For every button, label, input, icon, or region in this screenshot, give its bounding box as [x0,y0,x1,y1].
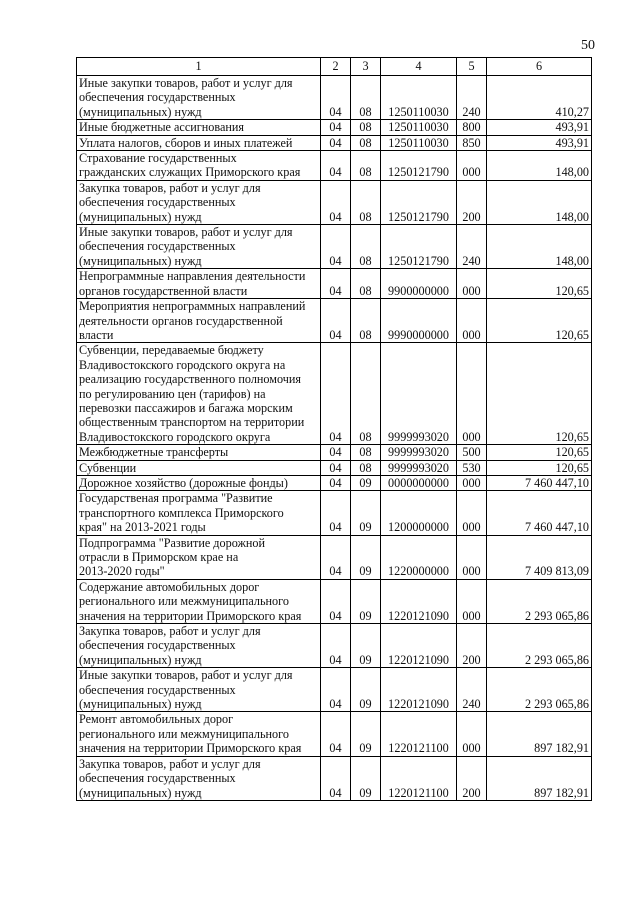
target-code-cell: 9999993020 [381,343,457,445]
amount-cell: 2 293 065,86 [487,579,592,623]
subsection-code-cell: 08 [351,445,381,460]
target-code-cell: 1220121090 [381,579,457,623]
section-code-cell: 04 [321,225,351,269]
expense-type-cell: 530 [457,460,487,475]
table-body [77,76,592,801]
item-name-cell: Содержание автомобильных дорог регионального или межмуниципального значения на территории Приморского края [77,579,321,623]
subsection-code-cell: 09 [351,624,381,668]
column-header: 5 [457,58,487,76]
table-row [77,624,592,668]
expense-type-cell: 000 [457,712,487,756]
target-code-cell: 9990000000 [381,299,457,343]
section-code-cell: 04 [321,343,351,445]
table-row [77,180,592,224]
item-name-cell: Дорожное хозяйство (дорожные фонды) [77,475,321,490]
table-row [77,535,592,579]
subsection-code-cell: 09 [351,475,381,490]
target-code-cell: 0000000000 [381,475,457,490]
table-row [77,225,592,269]
target-code-cell: 9900000000 [381,269,457,299]
amount-cell: 2 293 065,86 [487,668,592,712]
expense-type-cell: 200 [457,180,487,224]
expense-type-cell: 000 [457,151,487,181]
item-name-cell: Субвенции, передаваемые бюджету Владивостокского городского округа на реализацию государственного полномочия по регулированию цен (тарифов) на перевозки пассажиров и багажа морским общественным транспортом на территории Владивостокского городского округа [77,343,321,445]
page-number: 50 [581,38,595,53]
item-name-cell: Государственая программа "Развитие транспортного комплекса Приморского края" на 2013-2021 годы [77,491,321,535]
section-code-cell: 04 [321,445,351,460]
item-name-cell: Ремонт автомобильных дорог регионального или межмуниципального значения на территории Приморского края [77,712,321,756]
subsection-code-cell: 08 [351,299,381,343]
item-name-cell: Иные закупки товаров, работ и услуг для обеспечения государственных (муниципальных) нужд [77,668,321,712]
expense-type-cell: 240 [457,668,487,712]
table-row [77,460,592,475]
amount-cell: 2 293 065,86 [487,624,592,668]
amount-cell: 493,91 [487,120,592,135]
target-code-cell: 1250110030 [381,76,457,120]
section-code-cell: 04 [321,491,351,535]
item-name-cell: Страхование государственных гражданских служащих Приморского края [77,151,321,181]
subsection-code-cell: 08 [351,76,381,120]
expense-type-cell: 200 [457,624,487,668]
column-header: 1 [77,58,321,76]
item-name-cell: Подпрограмма "Развитие дорожной отрасли в Приморском крае на 2013-2020 годы" [77,535,321,579]
table-row [77,668,592,712]
section-code-cell: 04 [321,269,351,299]
subsection-code-cell: 09 [351,491,381,535]
amount-cell: 120,65 [487,343,592,445]
budget-table [76,57,592,801]
amount-cell: 148,00 [487,151,592,181]
section-code-cell: 04 [321,180,351,224]
target-code-cell: 1220121100 [381,756,457,800]
expense-type-cell: 000 [457,299,487,343]
target-code-cell: 1220121100 [381,712,457,756]
item-name-cell: Мероприятия непрограммных направлений деятельности органов государственной власти [77,299,321,343]
amount-cell: 7 409 813,09 [487,535,592,579]
amount-cell: 410,27 [487,76,592,120]
item-name-cell: Межбюджетные трансферты [77,445,321,460]
subsection-code-cell: 08 [351,343,381,445]
table-row [77,756,592,800]
table-row [77,151,592,181]
expense-type-cell: 200 [457,756,487,800]
expense-type-cell: 000 [457,475,487,490]
target-code-cell: 1220000000 [381,535,457,579]
amount-cell: 7 460 447,10 [487,475,592,490]
item-name-cell: Иные закупки товаров, работ и услуг для обеспечения государственных (муниципальных) нужд [77,225,321,269]
subsection-code-cell: 08 [351,225,381,269]
table-row [77,445,592,460]
table-row [77,76,592,120]
subsection-code-cell: 08 [351,120,381,135]
item-name-cell: Иные закупки товаров, работ и услуг для обеспечения государственных (муниципальных) нужд [77,76,321,120]
item-name-cell: Закупка товаров, работ и услуг для обеспечения государственных (муниципальных) нужд [77,180,321,224]
amount-cell: 120,65 [487,269,592,299]
amount-cell: 897 182,91 [487,756,592,800]
subsection-code-cell: 09 [351,712,381,756]
item-name-cell: Иные бюджетные ассигнования [77,120,321,135]
expense-type-cell: 000 [457,343,487,445]
section-code-cell: 04 [321,475,351,490]
expense-type-cell: 000 [457,535,487,579]
section-code-cell: 04 [321,579,351,623]
item-name-cell: Непрограммные направления деятельности органов государственной власти [77,269,321,299]
section-code-cell: 04 [321,299,351,343]
subsection-code-cell: 08 [351,151,381,181]
column-header: 6 [487,58,592,76]
section-code-cell: 04 [321,712,351,756]
column-header: 2 [321,58,351,76]
item-name-cell: Субвенции [77,460,321,475]
expense-type-cell: 000 [457,579,487,623]
table-row [77,475,592,490]
target-code-cell: 1220121090 [381,624,457,668]
expense-type-cell: 240 [457,76,487,120]
expense-type-cell: 800 [457,120,487,135]
subsection-code-cell: 08 [351,269,381,299]
amount-cell: 493,91 [487,135,592,150]
subsection-code-cell: 09 [351,535,381,579]
table-row [77,579,592,623]
subsection-code-cell: 08 [351,135,381,150]
section-code-cell: 04 [321,120,351,135]
column-header: 3 [351,58,381,76]
amount-cell: 148,00 [487,180,592,224]
target-code-cell: 1250121790 [381,180,457,224]
amount-cell: 120,65 [487,299,592,343]
subsection-code-cell: 09 [351,756,381,800]
amount-cell: 897 182,91 [487,712,592,756]
section-code-cell: 04 [321,535,351,579]
section-code-cell: 04 [321,460,351,475]
expense-type-cell: 500 [457,445,487,460]
target-code-cell: 1250121790 [381,225,457,269]
table-row [77,269,592,299]
subsection-code-cell: 09 [351,668,381,712]
table-header-row [77,58,592,76]
target-code-cell: 9999993020 [381,445,457,460]
expense-type-cell: 850 [457,135,487,150]
table-row [77,299,592,343]
expense-type-cell: 000 [457,269,487,299]
section-code-cell: 04 [321,668,351,712]
item-name-cell: Закупка товаров, работ и услуг для обеспечения государственных (муниципальных) нужд [77,624,321,668]
table-row [77,712,592,756]
subsection-code-cell: 09 [351,579,381,623]
amount-cell: 120,65 [487,445,592,460]
section-code-cell: 04 [321,624,351,668]
section-code-cell: 04 [321,135,351,150]
target-code-cell: 1220121090 [381,668,457,712]
amount-cell: 7 460 447,10 [487,491,592,535]
item-name-cell: Закупка товаров, работ и услуг для обеспечения государственных (муниципальных) нужд [77,756,321,800]
target-code-cell: 1200000000 [381,491,457,535]
target-code-cell: 1250121790 [381,151,457,181]
item-name-cell: Уплата налогов, сборов и иных платежей [77,135,321,150]
subsection-code-cell: 08 [351,460,381,475]
amount-cell: 120,65 [487,460,592,475]
section-code-cell: 04 [321,756,351,800]
target-code-cell: 9999993020 [381,460,457,475]
column-header: 4 [381,58,457,76]
table-row [77,135,592,150]
section-code-cell: 04 [321,151,351,181]
expense-type-cell: 240 [457,225,487,269]
subsection-code-cell: 08 [351,180,381,224]
target-code-cell: 1250110030 [381,120,457,135]
section-code-cell: 04 [321,76,351,120]
target-code-cell: 1250110030 [381,135,457,150]
amount-cell: 148,00 [487,225,592,269]
expense-type-cell: 000 [457,491,487,535]
table-row [77,343,592,445]
table-row [77,120,592,135]
table-row [77,491,592,535]
